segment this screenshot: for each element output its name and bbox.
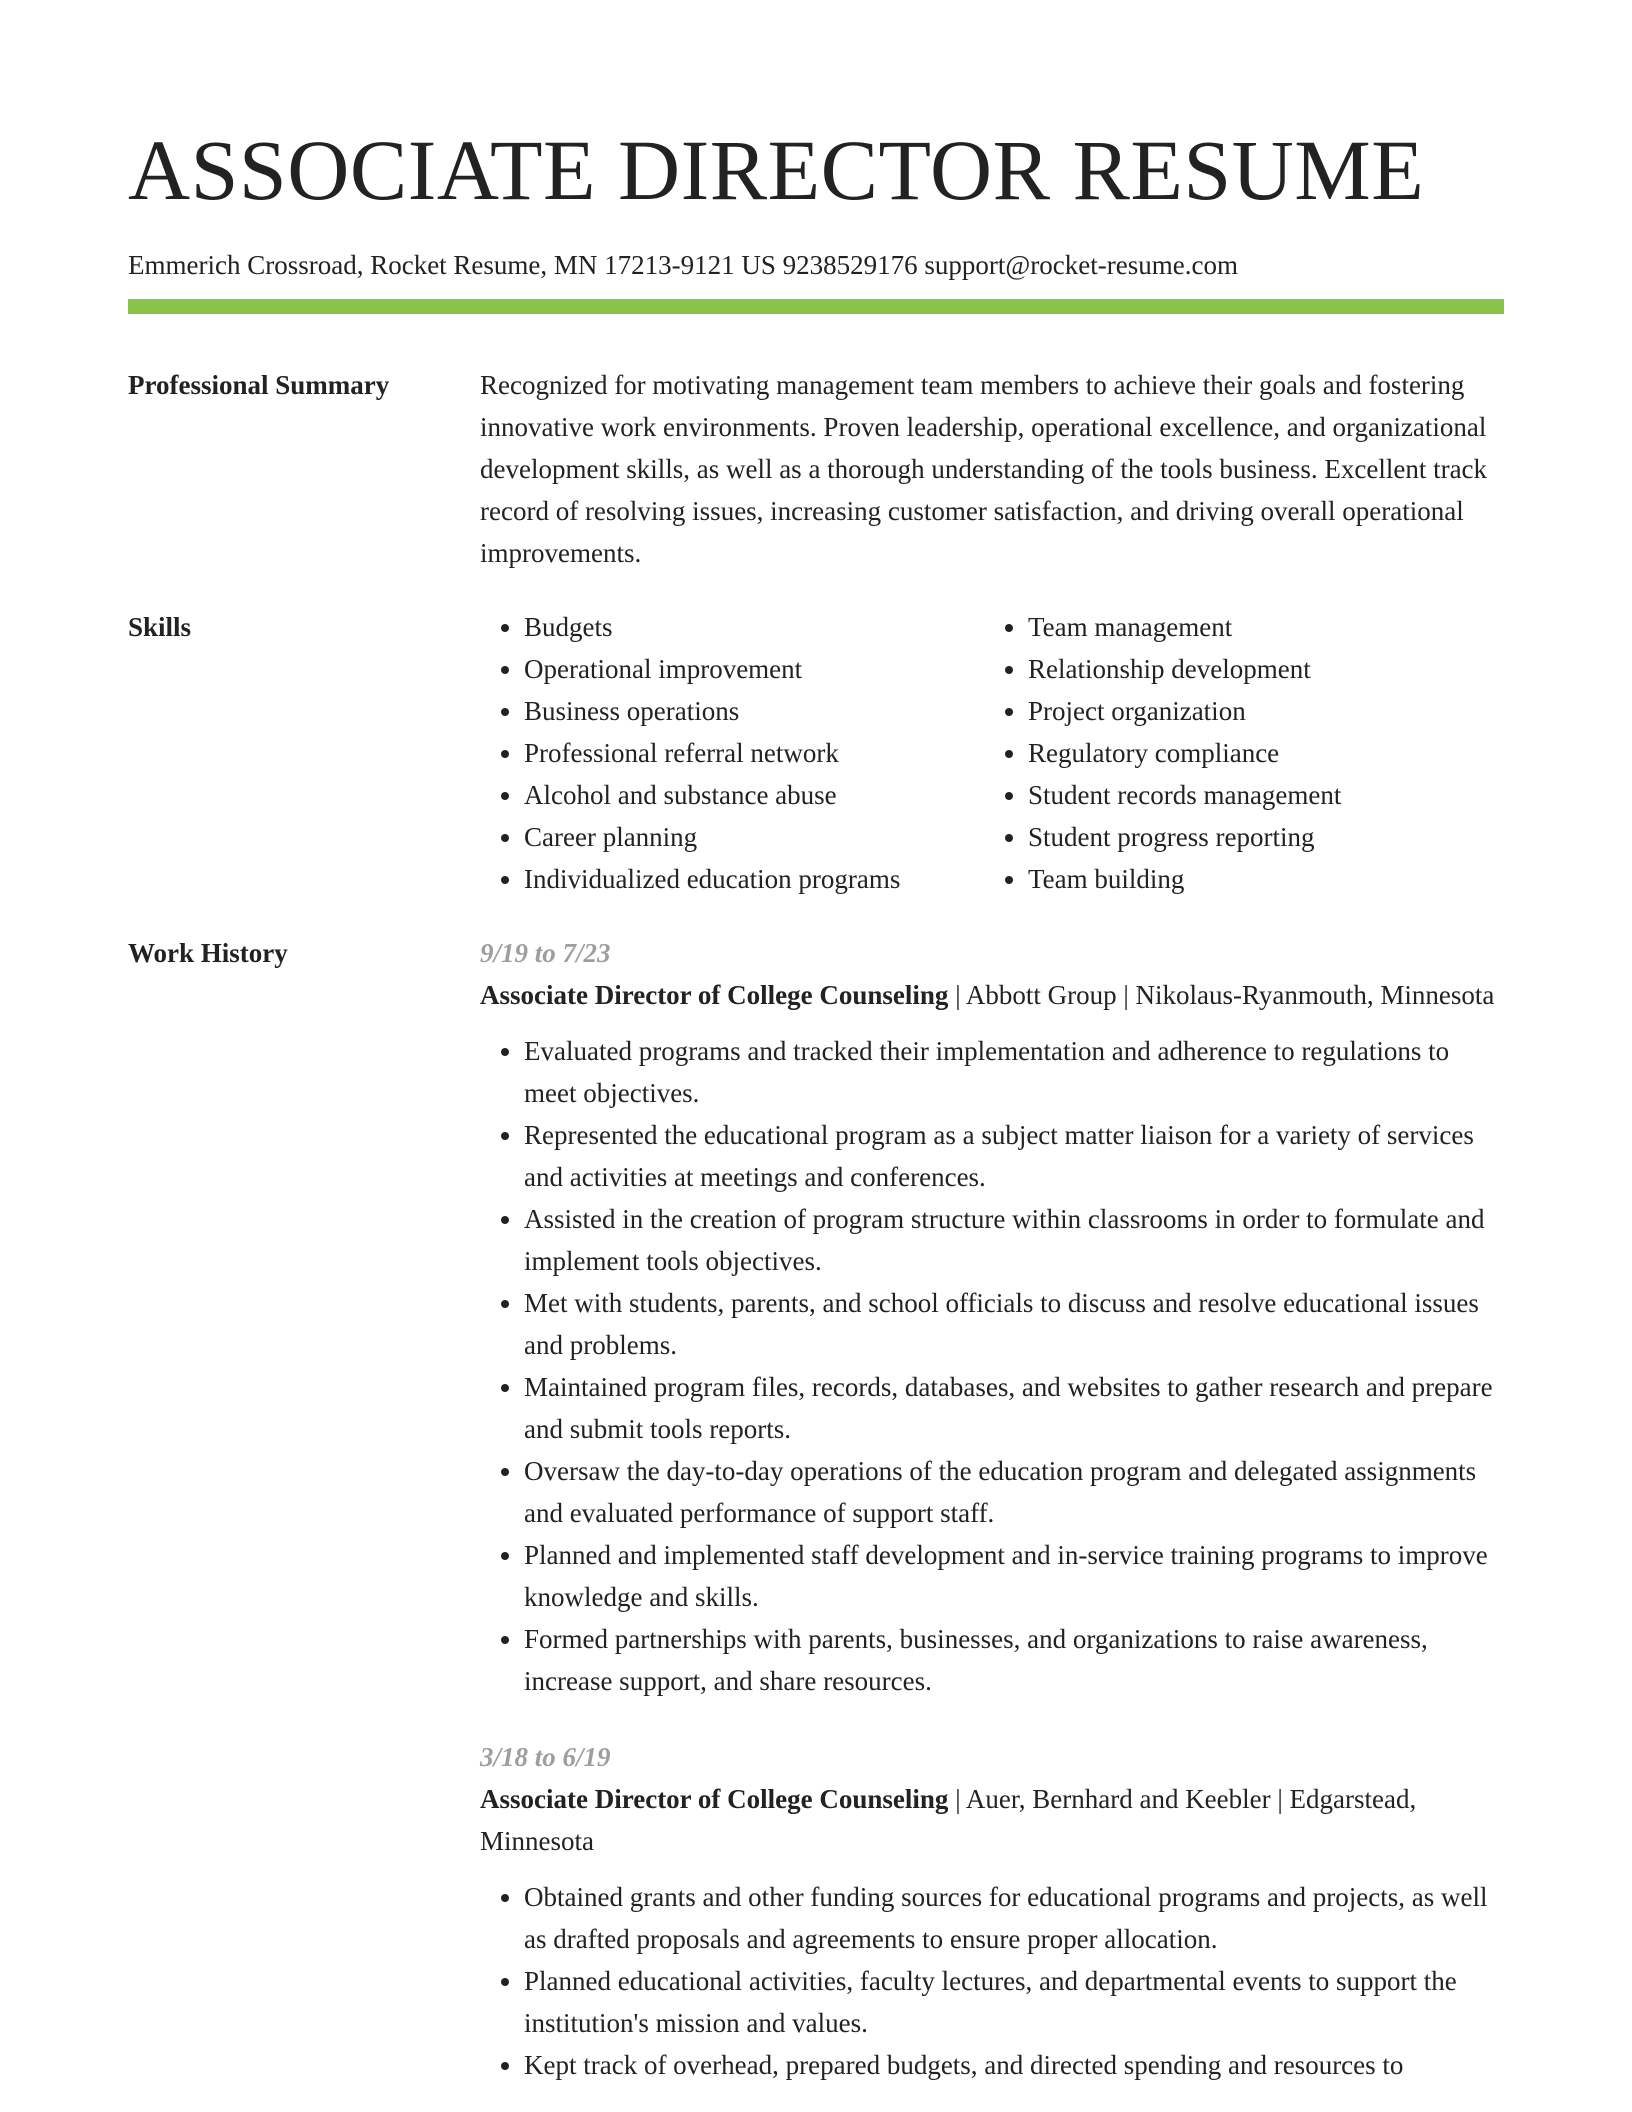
job-bullet: • Kept track of overhead, prepared budgets, and directed spending and resources to [524, 2044, 1504, 2086]
job-heading [480, 974, 1504, 1016]
summary-section [128, 364, 1504, 574]
skill-item: • Student records management [1028, 774, 1488, 816]
skill-item: • Individualized education programs [524, 858, 984, 900]
job-date: 9/19 to 7/23 [480, 938, 611, 968]
job-bullet: • Evaluated programs and tracked their implementation and adherence to regulations to meet objectives. [524, 1030, 1504, 1114]
job-bullet: • Planned and implemented staff development and in-service training programs to improve knowledge and skills. [524, 1534, 1504, 1618]
job-entry [480, 1736, 1504, 2086]
job-bullet: • Maintained program files, records, databases, and websites to gather research and prepare and submit tools reports. [524, 1366, 1504, 1450]
skill-item: • Team management [1028, 606, 1488, 648]
job-heading [480, 1778, 1504, 1862]
resume-title: ASSOCIATE DIRECTOR RESUME [128, 122, 1425, 218]
job-bullet: • Planned educational activities, faculty lectures, and departmental events to support the institution's mission and values. [524, 1960, 1504, 2044]
resume-page [128, 120, 1504, 2086]
skill-item: • Operational improvement [524, 648, 984, 690]
skill-item: • Relationship development [1028, 648, 1488, 690]
job-bullets [480, 1876, 1504, 2086]
skills-label: Skills [128, 612, 192, 642]
job-bullet: • Oversaw the day-to-day operations of the education program and delegated assignments and evaluated performance of support staff. [524, 1450, 1504, 1534]
contact-line: Emmerich Crossroad, Rocket Resume, MN 17213-9121 US 9238529176 support@rocket-resume.com [128, 250, 1238, 280]
job-bullet: • Represented the educational program as a subject matter liaison for a variety of services and activities at meetings and conferences. [524, 1114, 1504, 1198]
skills-section [128, 606, 1504, 900]
skill-item: • Professional referral network [524, 732, 984, 774]
job-title: Associate Director of College Counseling [480, 980, 949, 1010]
accent-divider [128, 299, 1504, 314]
job-bullet: • Obtained grants and other funding sources for educational programs and projects, as well as drafted proposals and agreements to ensure proper allocation. [524, 1876, 1504, 1960]
job-entry [480, 932, 1504, 1702]
summary-text: Recognized for motivating management team members to achieve their goals and fostering innovative work environments. Proven leadership, operational excellence, and organizational development skills, as well as a thorough understanding of the tools business. Excellent track record of resolving issues, increasing customer satisfaction, and driving overall operational improvements. [480, 370, 1488, 568]
work-history-section [128, 932, 1504, 2086]
job-bullets [480, 1030, 1504, 1702]
job-bullet: • Met with students, parents, and school officials to discuss and resolve educational issues and problems. [524, 1282, 1504, 1366]
skill-item: • Budgets [524, 606, 984, 648]
job-bullet: • Formed partnerships with parents, businesses, and organizations to raise awareness, increase support, and share resources. [524, 1618, 1504, 1702]
job-title: Associate Director of College Counseling [480, 1784, 949, 1814]
skill-item: • Regulatory compliance [1028, 732, 1488, 774]
skill-item: • Student progress reporting [1028, 816, 1488, 858]
skills-column-2 [984, 606, 1488, 900]
work-history-body [480, 932, 1504, 2086]
skill-item: • Business operations [524, 690, 984, 732]
skills-column-1 [480, 606, 984, 900]
skill-item: • Career planning [524, 816, 984, 858]
work-history-label: Work History [128, 938, 288, 968]
skill-item: • Alcohol and substance abuse [524, 774, 984, 816]
skill-item: • Project organization [1028, 690, 1488, 732]
job-employer-location: | Auer, Bernhard and Keebler | Edgarstead, Minnesota [480, 1784, 1417, 1856]
summary-label: Professional Summary [128, 370, 390, 400]
skill-item: • Team building [1028, 858, 1488, 900]
job-employer-location: | Abbott Group | Nikolaus-Ryanmouth, Minnesota [948, 980, 1495, 1010]
job-date: 3/18 to 6/19 [480, 1742, 611, 1772]
skills-list [480, 606, 1504, 900]
job-bullet: • Assisted in the creation of program structure within classrooms in order to formulate and implement tools objectives. [524, 1198, 1504, 1282]
